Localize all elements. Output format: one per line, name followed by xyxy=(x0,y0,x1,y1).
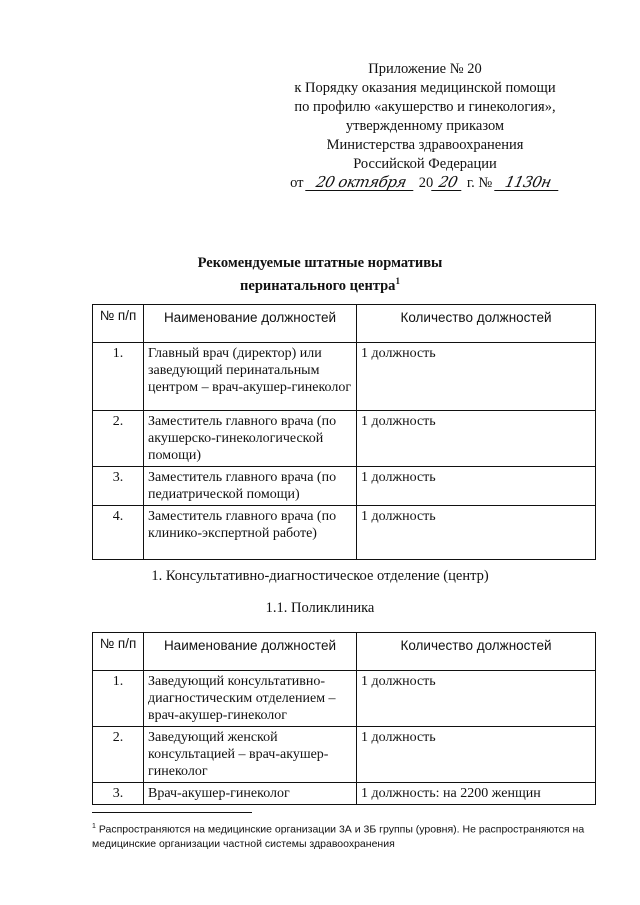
row-num: 2. xyxy=(93,411,144,467)
appendix-line: Приложение № 20 xyxy=(368,61,482,77)
row-qty: 1 должность xyxy=(357,467,596,506)
footnote xyxy=(92,820,612,851)
table-row xyxy=(93,467,596,506)
title-line-2: перинатального центра xyxy=(240,277,396,294)
header-name: Наименование должностей xyxy=(144,633,357,671)
handwritten-date: 20 октября xyxy=(305,174,417,191)
row-name: Главный врач (директор) или заведующий перинатальным центром – врач-акушер-гинеколог xyxy=(144,343,357,411)
header-qty: Количество должностей xyxy=(357,633,596,671)
appendix-line: Российской Федерации xyxy=(353,156,497,172)
table-row xyxy=(93,727,596,783)
order-date-line xyxy=(270,174,580,193)
footnote-divider xyxy=(92,812,252,813)
row-name: Заведующий женской консультацией – врач-акушер-гинеколог xyxy=(144,727,357,783)
row-num: 3. xyxy=(93,467,144,506)
number-label: г. № xyxy=(466,175,493,191)
row-num: 3. xyxy=(93,783,144,805)
footnote-number: 1 xyxy=(92,823,96,830)
appendix-line: утвержденному приказом xyxy=(345,118,505,134)
row-name: Заместитель главного врача (по акушерско-гинекологической помощи) xyxy=(144,411,357,467)
appendix-header xyxy=(270,60,580,193)
row-qty: 1 должность xyxy=(357,671,596,727)
table-row xyxy=(93,343,596,411)
row-name: Врач-акушер-гинеколог xyxy=(144,783,357,805)
handwritten-year: 20 xyxy=(431,174,465,191)
header-name: Наименование должностей xyxy=(144,305,357,343)
appendix-line: по профилю «акушерство и гинекология», xyxy=(294,99,556,115)
table-row xyxy=(93,506,596,560)
table-row xyxy=(93,411,596,467)
row-name: Заместитель главного врача (по педиатрической помощи) xyxy=(144,467,357,506)
row-qty: 1 должность xyxy=(357,343,596,411)
year-prefix: 20 xyxy=(418,175,434,191)
subsection-heading: 1.1. Поликлиника xyxy=(265,600,375,616)
header-qty: Количество должностей xyxy=(357,305,596,343)
table-header-row xyxy=(93,633,596,671)
appendix-line: к Порядку оказания медицинской помощи xyxy=(294,80,556,96)
staff-table-polyclinic xyxy=(92,632,596,805)
row-num: 1. xyxy=(93,343,144,411)
row-name: Заведующий консультативно-диагностическим отделением – врач-акушер-гинеколог xyxy=(144,671,357,727)
from-label: от xyxy=(290,175,304,191)
handwritten-order-number: 1130н xyxy=(494,174,562,191)
row-qty: 1 должность xyxy=(357,411,596,467)
section-heading: 1. Консультативно-диагностическое отделение (центр) xyxy=(151,568,489,584)
appendix-line: Министерства здравоохранения xyxy=(326,137,524,153)
row-num: 4. xyxy=(93,506,144,560)
table-row xyxy=(93,671,596,727)
header-num: № п/п xyxy=(93,305,144,343)
table-header-row xyxy=(93,305,596,343)
table-row xyxy=(93,783,596,805)
row-qty: 1 должность: на 2200 женщин xyxy=(357,783,596,805)
title-line-1: Рекомендуемые штатные нормативы xyxy=(197,255,443,271)
footnote-mark: 1 xyxy=(395,276,400,286)
header-num: № п/п xyxy=(93,633,144,671)
staff-table-main xyxy=(92,304,596,560)
row-name: Заместитель главного врача (по клинико-экспертной работе) xyxy=(144,506,357,560)
document-title xyxy=(160,254,480,295)
row-qty: 1 должность xyxy=(357,506,596,560)
row-qty: 1 должность xyxy=(357,727,596,783)
row-num: 1. xyxy=(93,671,144,727)
row-num: 2. xyxy=(93,727,144,783)
footnote-text: Распространяются на медицинские организации 3А и 3Б группы (уровня). Не распространяются на медицинские организации частной системы здравоохранения xyxy=(92,823,585,850)
